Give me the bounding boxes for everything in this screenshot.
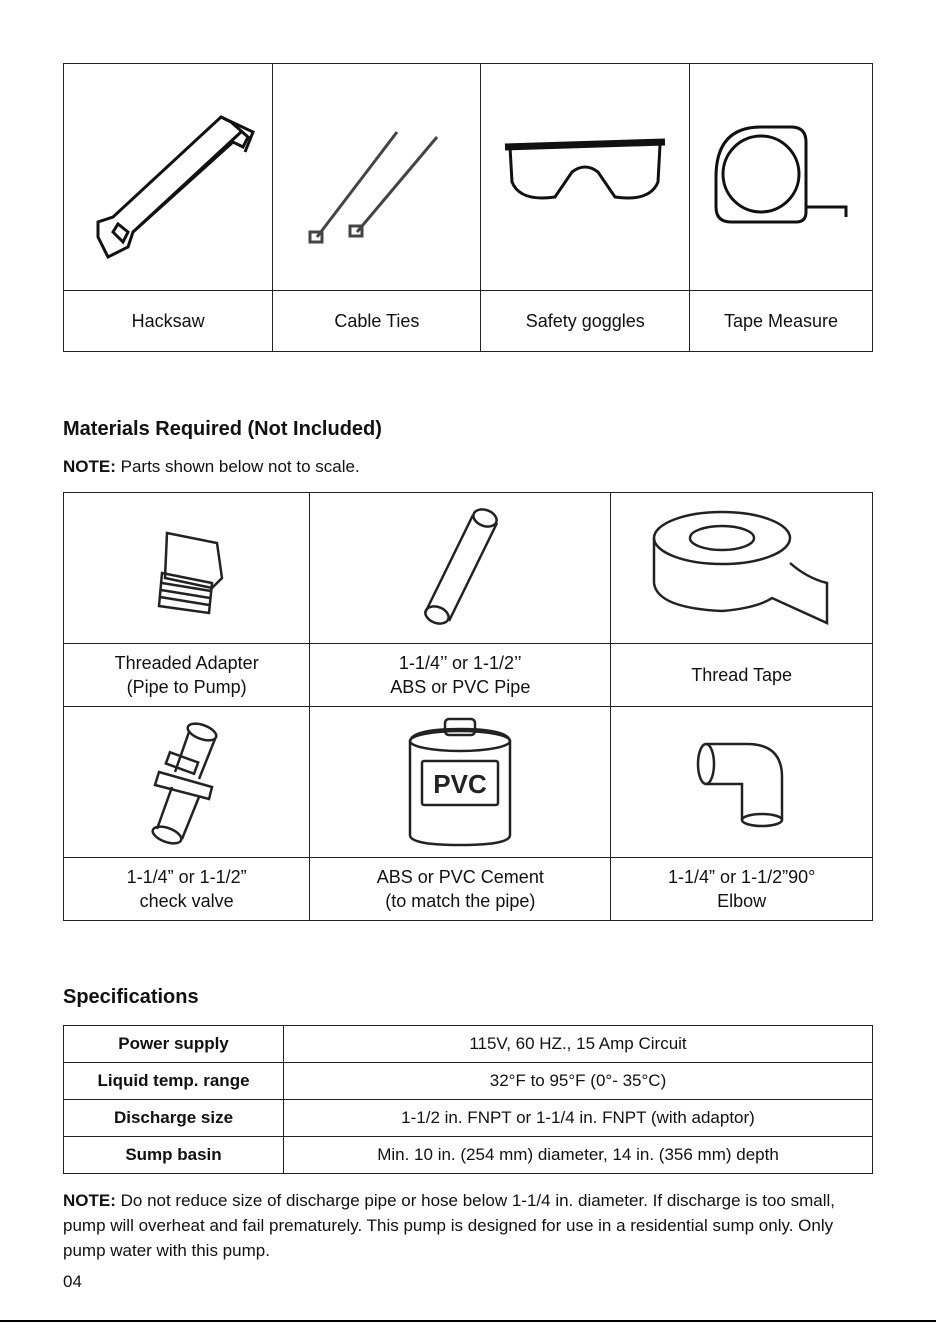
safety-goggles-icon (500, 127, 670, 227)
threaded-adapter-icon (137, 518, 237, 618)
tool-label: Hacksaw (64, 291, 273, 352)
material-label-line: Elbow (717, 891, 767, 911)
material-label-line: 1-1/4” or 1-1/2” (126, 867, 247, 887)
note-label: NOTE: (63, 1191, 116, 1210)
tool-label: Safety goggles (481, 291, 690, 352)
page-number: 04 (63, 1272, 82, 1291)
pvc-cement-icon (400, 717, 520, 847)
material-label-line: check valve (139, 891, 234, 911)
spec-key: Sump basin (64, 1137, 284, 1174)
material-label (611, 858, 873, 921)
material-label-line: 1-1/4” or 1-1/2”90° (668, 867, 816, 887)
tool-label: Tape Measure (690, 291, 873, 352)
spec-value: Min. 10 in. (254 mm) diameter, 14 in. (356 mm) depth (284, 1137, 873, 1174)
discharge-note (63, 1188, 873, 1263)
material-label (64, 644, 310, 707)
material-label-line: Threaded Adapter (114, 653, 259, 673)
material-label-line: ABS or PVC Pipe (390, 677, 531, 697)
material-label (310, 644, 611, 707)
cable-ties-icon (302, 92, 452, 262)
spec-row (64, 1137, 873, 1174)
spec-value: 1-1/2 in. FNPT or 1-1/4 in. FNPT (with adaptor) (284, 1100, 873, 1137)
thread-tape-icon (647, 508, 837, 628)
material-label (310, 858, 611, 921)
hacksaw-icon (73, 92, 263, 262)
material-label (611, 644, 873, 707)
material-label-line: (Pipe to Pump) (126, 677, 247, 697)
tape-measure-icon (706, 122, 856, 232)
material-label-line: (to match the pipe) (385, 891, 536, 911)
tool-label: Cable Ties (273, 291, 481, 352)
safety-goggles-cell (481, 64, 690, 291)
spec-row (64, 1026, 873, 1063)
note-text: Do not reduce size of discharge pipe or hose below 1-1/4 in. diameter. If discharge is too small, pump will overheat and fail prematurely. This pump is designed for use in a residential sump only. Only pump water with this pump. (63, 1191, 835, 1260)
pvc-can-label: PVC (433, 769, 488, 799)
check-valve-icon (137, 717, 237, 847)
elbow-cell (611, 707, 873, 858)
note-text: Parts shown below not to scale. (115, 457, 360, 476)
spec-key: Liquid temp. range (64, 1063, 284, 1100)
tape-measure-cell (690, 64, 873, 291)
hacksaw-cell (64, 64, 273, 291)
check-valve-cell (64, 707, 310, 858)
material-label-line: 1-1/4’’ or 1-1/2’’ (398, 653, 522, 673)
spec-value: 32°F to 95°F (0°- 35°C) (284, 1063, 873, 1100)
materials-note (63, 457, 360, 477)
pipe-icon (415, 503, 505, 633)
material-label-line: Thread Tape (691, 665, 793, 685)
page-bottom-rule (0, 1320, 936, 1322)
cable-ties-cell (273, 64, 481, 291)
spec-row (64, 1063, 873, 1100)
threaded-adapter-cell (64, 493, 310, 644)
spec-row (64, 1100, 873, 1137)
materials-table (63, 492, 873, 921)
material-label-line: ABS or PVC Cement (376, 867, 544, 887)
thread-tape-cell (611, 493, 873, 644)
materials-heading: Materials Required (Not Included) (63, 418, 382, 440)
pvc-cement-cell (310, 707, 611, 858)
elbow-icon (692, 732, 792, 832)
specifications-table (63, 1025, 873, 1174)
tools-table (63, 63, 873, 352)
spec-key: Discharge size (64, 1100, 284, 1137)
material-label (64, 858, 310, 921)
specifications-heading: Specifications (63, 986, 199, 1008)
pipe-cell (310, 493, 611, 644)
spec-key: Power supply (64, 1026, 284, 1063)
note-label: NOTE: (63, 457, 116, 476)
spec-value: 115V, 60 HZ., 15 Amp Circuit (284, 1026, 873, 1063)
